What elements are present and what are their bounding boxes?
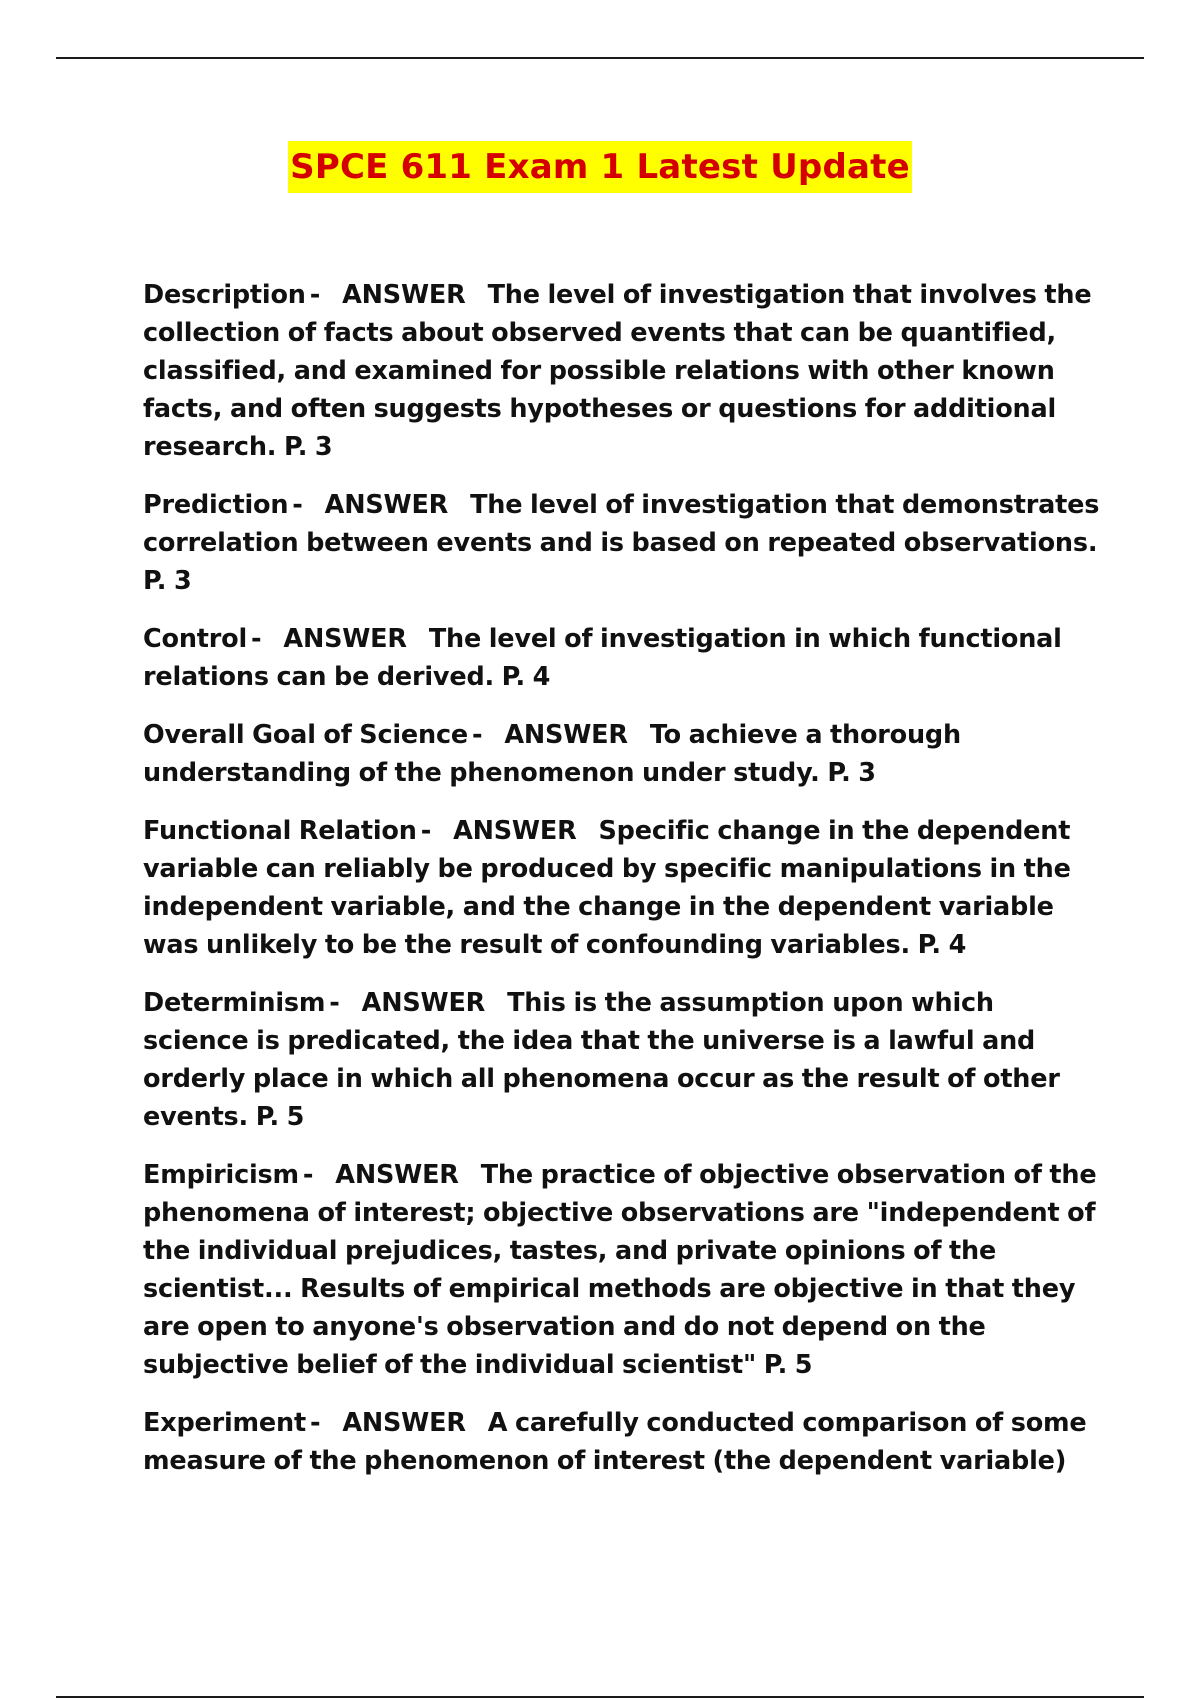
answer-label: ANSWER <box>453 816 577 846</box>
answer-label: ANSWER <box>342 280 466 310</box>
entry-separator: - <box>292 490 303 520</box>
answer-label: ANSWER <box>335 1160 459 1190</box>
entry-term: Description <box>143 280 306 310</box>
entry-separator: - <box>420 816 432 846</box>
entry-separator: - <box>251 624 262 654</box>
qa-entry <box>143 620 1103 696</box>
entry-definition: Specific change in the dependent variable can reliably be produced by specific manipulations in the independent variable, and the change in the dependent variable was unlikely to be the result of confounding variables. P. 4 <box>143 816 1071 960</box>
answer-label: ANSWER <box>504 720 628 750</box>
entry-definition: A carefully conducted comparison of some measure of the phenomenon of interest (the dependent variable) <box>143 1408 1087 1476</box>
entry-definition: The level of investigation that demonstrates correlation between events and is based on repeated observations. P. 3 <box>143 490 1100 596</box>
answer-label: ANSWER <box>342 1408 466 1438</box>
entry-definition: To achieve a thorough understanding of the phenomenon under study. P. 3 <box>143 720 961 788</box>
entry-term: Determinism <box>143 988 326 1018</box>
entry-separator: - <box>309 1408 321 1438</box>
entry-term: Empiricism <box>143 1160 299 1190</box>
qa-entry <box>143 716 1103 792</box>
page-title: SPCE 611 Exam 1 Latest Update <box>288 141 912 193</box>
answer-label: ANSWER <box>361 988 486 1018</box>
qa-entry <box>143 984 1103 1136</box>
footer-rule <box>56 1696 1144 1698</box>
header-rule <box>56 57 1144 59</box>
qa-entry <box>143 1404 1103 1480</box>
entry-definition: The practice of objective observation of the phenomena of interest; objective observations are "independent of the individual prejudices, tastes, and private opinions of the scientist... Results of empirical methods are objective in that they are open to anyone's observation and do not depend on the subjective belief of the individual scientist" P. 5 <box>143 1160 1097 1380</box>
title-block <box>0 141 1200 193</box>
entry-term: Overall Goal of Science <box>143 720 468 750</box>
entry-separator: - <box>302 1160 314 1190</box>
entry-separator: - <box>329 988 340 1018</box>
entry-term: Control <box>143 624 248 654</box>
qa-entry <box>143 812 1103 964</box>
qa-list <box>143 276 1103 1500</box>
qa-entry <box>143 1156 1103 1384</box>
qa-entry <box>143 276 1103 466</box>
entry-term: Functional Relation <box>143 816 417 846</box>
entry-definition: The level of investigation in which functional relations can be derived. P. 4 <box>143 624 1062 692</box>
entry-separator: - <box>309 280 321 310</box>
entry-term: Experiment <box>143 1408 306 1438</box>
entry-definition: The level of investigation that involves the collection of facts about observed events that can be quantified, classified, and examined for possible relations with other known facts, and often suggests hypotheses or questions for additional research. P. 3 <box>143 280 1092 462</box>
entry-separator: - <box>471 720 483 750</box>
qa-entry <box>143 486 1103 600</box>
entry-definition: This is the assumption upon which science is predicated, the idea that the universe is a lawful and orderly place in which all phenomena occur as the result of other events. P. 5 <box>143 988 1060 1132</box>
answer-label: ANSWER <box>283 624 407 654</box>
answer-label: ANSWER <box>324 490 449 520</box>
entry-term: Prediction <box>143 490 289 520</box>
